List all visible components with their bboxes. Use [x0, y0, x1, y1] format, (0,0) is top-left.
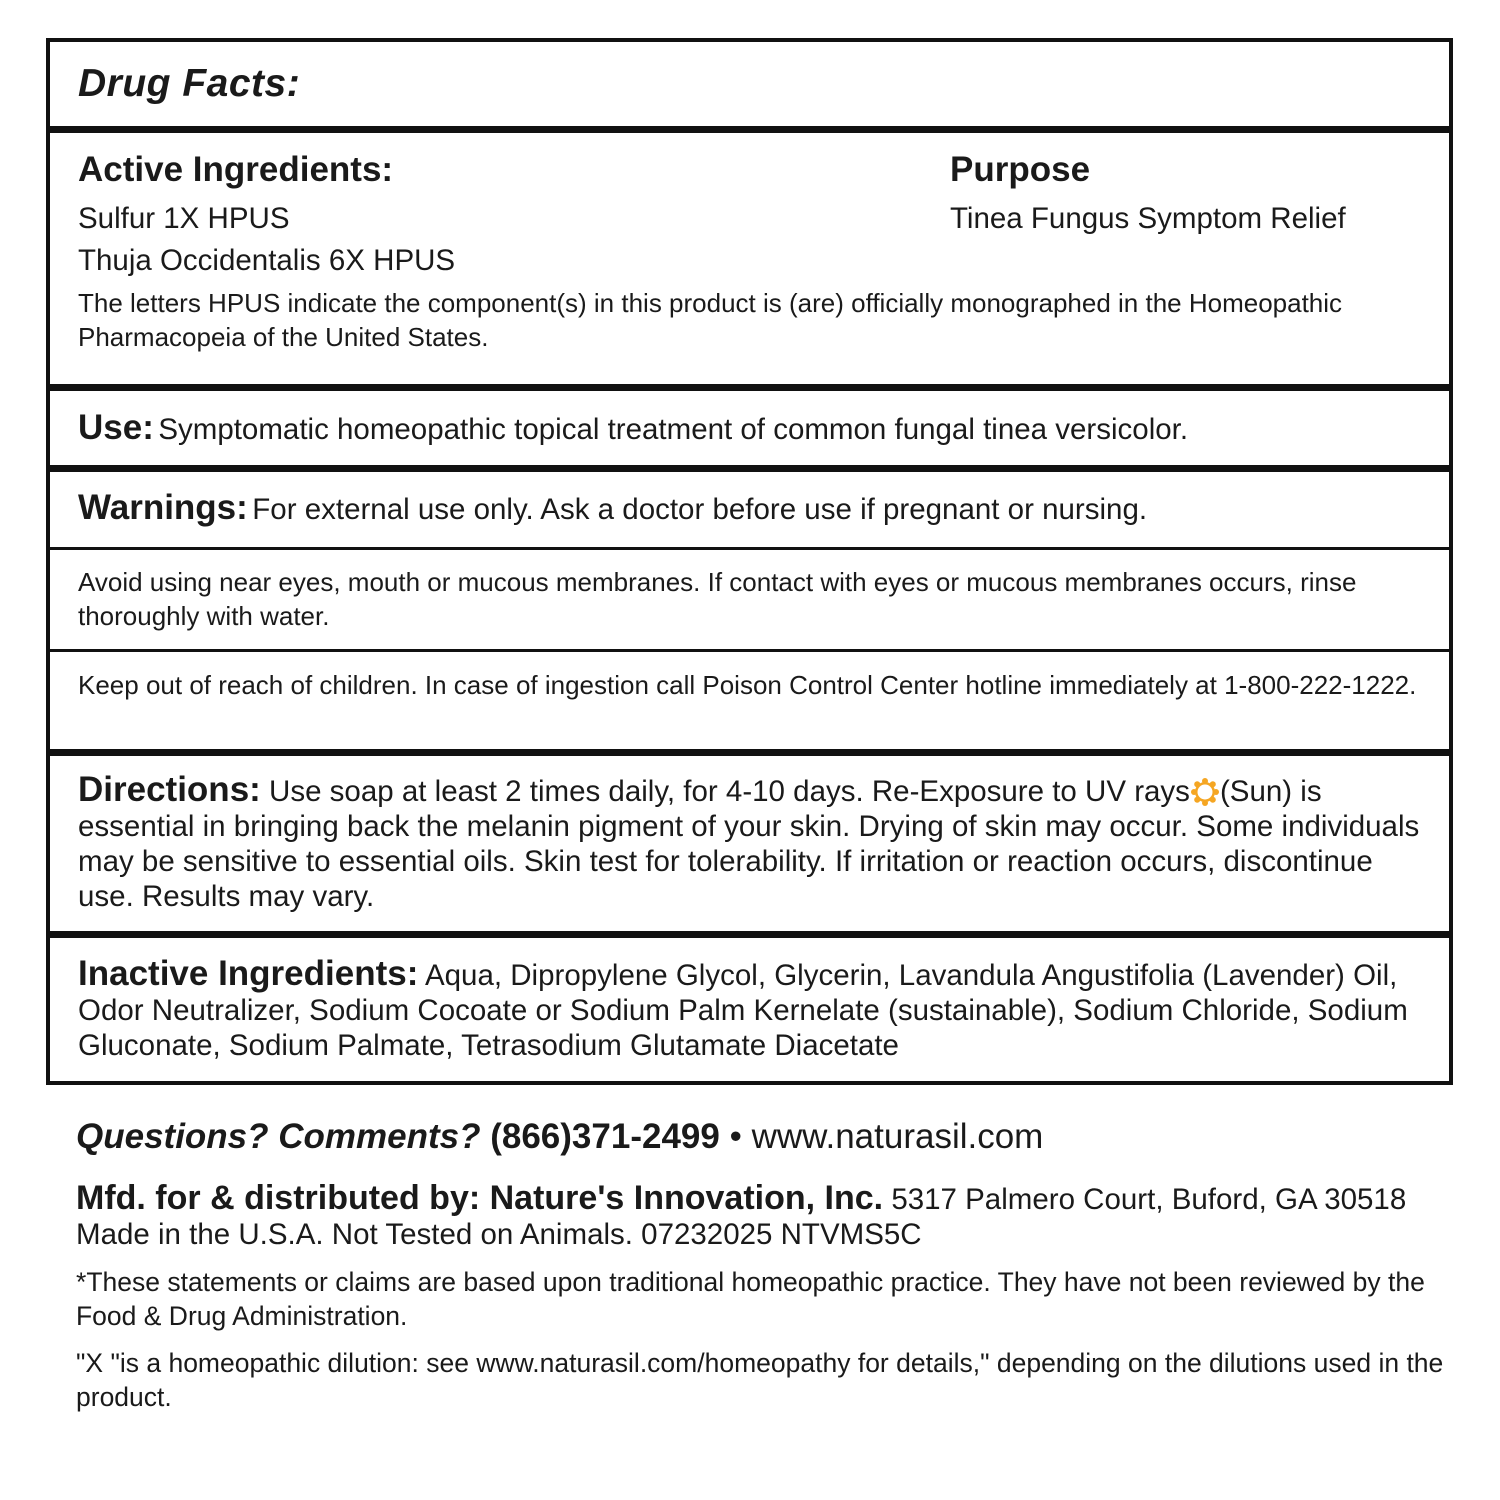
divider — [50, 931, 1449, 938]
purpose-text: Tinea Fungus Symptom Relief — [950, 202, 1346, 235]
manufacturer-info — [76, 1181, 1460, 1252]
inactive-ingredients-label: Inactive Ingredients: — [78, 954, 419, 993]
drug-facts-panel — [46, 38, 1453, 1085]
directions-text-continued: (Sun) is essential in bringing back the melanin pigment of your skin. Drying of skin may occur. Some individuals may be sensitive to essential oils. Skin test for tolerability. If irritation or reaction occurs, discontinue use. Results may vary. — [78, 775, 1420, 913]
purpose-heading: Purpose — [950, 150, 1091, 189]
contact-line — [76, 1117, 1460, 1157]
children-warning: Keep out of reach of children. In case of ingestion call Poison Control Center hotline immediately at 1-800-222-1222. — [78, 670, 1417, 700]
hpus-note: The letters HPUS indicate the component(s) in this product is (are) officially monographed in the Homeopathic Pharmacopeia of the United States. — [78, 288, 1343, 352]
ingredient-item: Sulfur 1X HPUS — [78, 202, 290, 235]
manufacturer-address: 5317 Palmero Court, Buford, GA 30518 — [891, 1183, 1407, 1216]
use-text: Symptomatic homeopathic topical treatment of common fungal tinea versicolor. — [158, 413, 1189, 446]
directions-text: Use soap at least 2 times daily, for 4-10 days. Re-Exposure to UV rays — [269, 775, 1190, 808]
dilution-note: "X "is a homeopathic dilution: see www.naturasil.com/homeopathy for details," depending on the dilutions used in the product. — [76, 1348, 1444, 1412]
drug-facts-title: Drug Facts: — [78, 62, 301, 105]
use-label: Use: — [78, 408, 154, 447]
phone-number: (866)371-2499 — [490, 1117, 720, 1156]
divider — [50, 465, 1449, 472]
divider — [50, 384, 1449, 391]
use-section — [50, 408, 1449, 448]
manufacturer-label: Mfd. for & distributed by: Nature's Innovation, Inc. — [76, 1179, 884, 1217]
active-ingredients-section — [50, 150, 1449, 354]
divider — [50, 749, 1449, 756]
active-ingredients-heading: Active Ingredients: — [78, 150, 394, 189]
questions-label: Questions? Comments? — [76, 1117, 481, 1156]
bullet-separator: • — [729, 1117, 742, 1156]
inactive-ingredients-section — [50, 956, 1449, 1063]
directions-section — [50, 772, 1449, 914]
divider — [50, 649, 1449, 652]
divider — [50, 547, 1449, 550]
warnings-label: Warnings: — [78, 488, 248, 527]
warnings-section — [50, 488, 1449, 528]
sun-icon — [1191, 778, 1219, 806]
divider — [50, 126, 1449, 133]
made-in-line: Made in the U.S.A. Not Tested on Animals. 07232025 NTVMS5C — [76, 1218, 922, 1251]
fda-disclaimer: *These statements or claims are based upon traditional homeopathic practice. They have not been reviewed by the Food & Drug Administration. — [76, 1267, 1425, 1331]
ingredient-item: Thuja Occidentalis 6X HPUS — [78, 244, 456, 277]
drug-facts-header — [50, 62, 1449, 106]
directions-label: Directions: — [78, 770, 261, 809]
website-link[interactable]: www.naturasil.com — [751, 1117, 1044, 1156]
inactive-ingredients-text: Aqua, Dipropylene Glycol, Glycerin, Lavandula Angustifolia (Lavender) Oil, Odor Neutralizer, Sodium Cocoate or Sodium Palm Kernelate (sustainable), Sodium Chloride, Sodium Gluconate, Sodium Palmate, Tetrasodium Glutamate Diacetate — [78, 959, 1408, 1062]
eye-warning: Avoid using near eyes, mouth or mucous membranes. If contact with eyes or mucous membranes occurs, rinse thoroughly with water. — [78, 567, 1357, 631]
warnings-text: For external use only. Ask a doctor before use if pregnant or nursing. — [252, 493, 1148, 526]
